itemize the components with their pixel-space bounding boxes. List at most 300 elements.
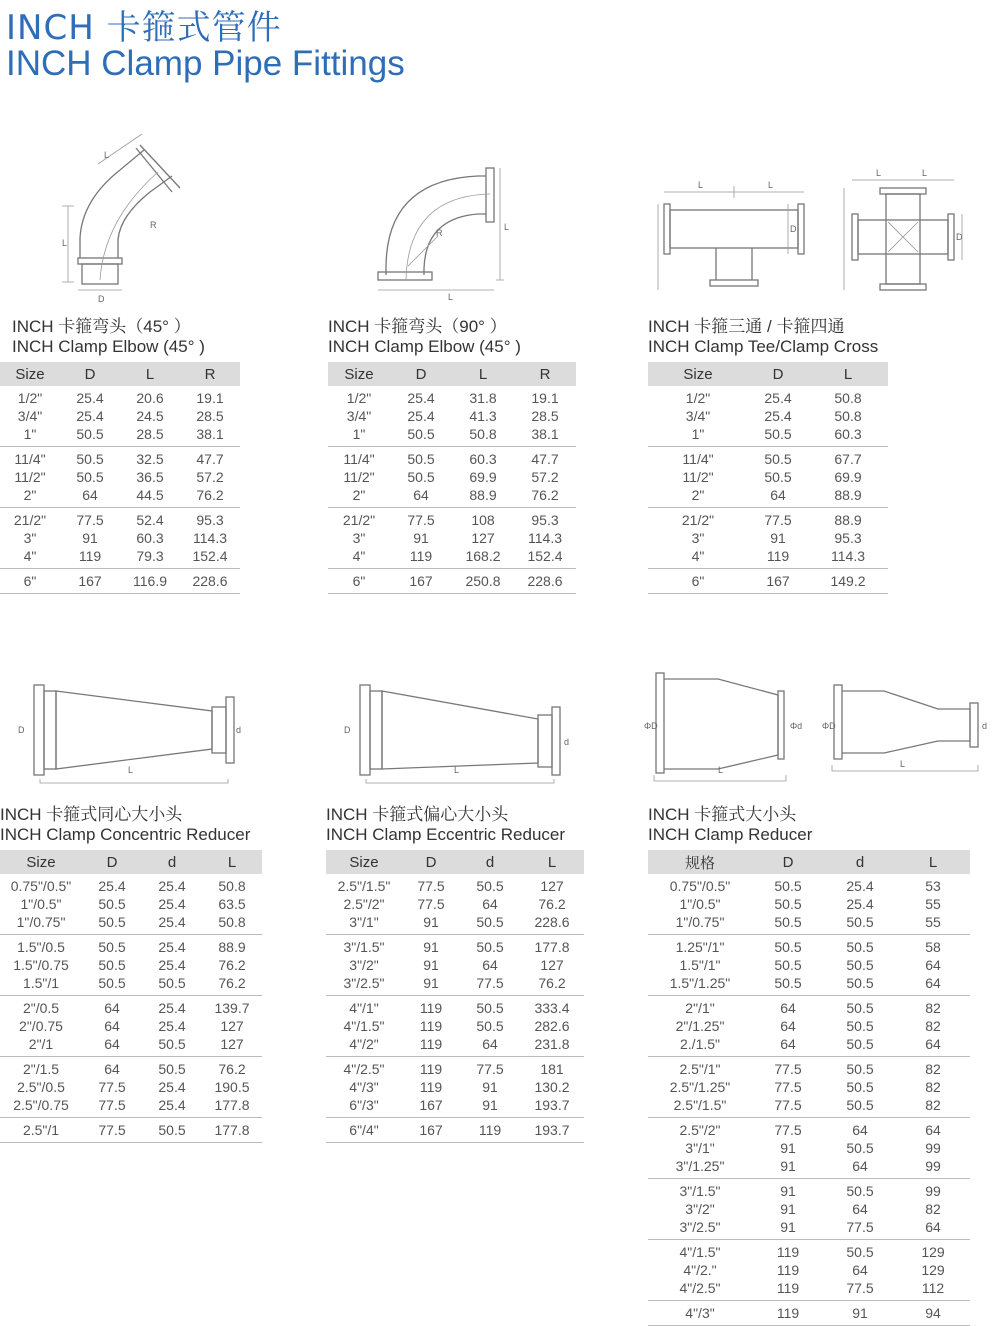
table-cell: 127 <box>540 957 564 973</box>
table-cell: 152.4 <box>192 548 228 564</box>
table-row <box>328 425 576 447</box>
table-cell: 114.3 <box>193 530 227 546</box>
dim-label-L2: L <box>104 150 110 160</box>
row-group <box>648 1240 970 1301</box>
section-clamp-reducer <box>644 655 998 1326</box>
table-row <box>326 1057 584 1079</box>
table-cell: 11/4" <box>14 451 46 467</box>
table-cell: 2.5"/1.5" <box>673 1097 727 1113</box>
row-group <box>326 935 584 996</box>
table-cell: 1"/0.5" <box>20 896 62 912</box>
table-cell: 55 <box>925 896 941 912</box>
table-cell: 44.5 <box>136 487 164 503</box>
table-cell: 50.5 <box>774 896 802 912</box>
table-cell: 3/4" <box>346 408 372 424</box>
table-cell: 91 <box>780 1219 796 1235</box>
column-header: Size <box>328 362 390 386</box>
table-row <box>648 407 888 425</box>
table-cell: 64 <box>852 1158 868 1174</box>
table-cell: 77.5 <box>846 1219 874 1235</box>
table-cell: 25.4 <box>76 408 104 424</box>
table-cell: 64 <box>852 1201 868 1217</box>
table-row <box>0 874 262 895</box>
table-cell: 139.7 <box>214 1000 250 1016</box>
dim-label-d: d <box>564 737 570 747</box>
row-group <box>648 1057 970 1118</box>
column-header: d <box>142 850 202 874</box>
table-row <box>326 895 584 913</box>
table-cell: 4"/2.5" <box>679 1280 721 1296</box>
dim-label-D: D <box>344 725 351 735</box>
table-cell: 50.5 <box>98 957 126 973</box>
dim-label-L: L <box>718 765 724 775</box>
column-header: D <box>390 362 452 386</box>
table-row <box>328 386 576 407</box>
table-cell: 119 <box>419 1000 443 1016</box>
eccentric-reducer-table-wrap <box>326 850 606 1143</box>
table-cell: 55 <box>925 914 941 930</box>
table-cell: 4"/2." <box>683 1262 717 1278</box>
table-row <box>326 996 584 1018</box>
table-cell: 79.3 <box>136 548 164 564</box>
table-row <box>0 486 240 508</box>
table-cell: 1/2" <box>17 390 43 406</box>
dim-label-L2: L <box>448 292 454 302</box>
table-cell: 119 <box>419 1036 443 1052</box>
table-row <box>0 895 262 913</box>
table-cell: 50.8 <box>834 408 862 424</box>
table-cell: 25.4 <box>407 390 435 406</box>
table-cell: 25.4 <box>764 408 792 424</box>
caption-en: INCH Clamp Reducer <box>648 825 813 844</box>
table-cell: 149.2 <box>830 573 866 589</box>
eccentric-reducer-diagram <box>326 655 606 805</box>
table-row <box>0 1078 262 1096</box>
table-cell: 119 <box>478 1122 502 1138</box>
table-row <box>0 935 262 957</box>
table-cell: 177.8 <box>534 939 570 955</box>
row-group <box>648 996 970 1057</box>
table-cell: 64 <box>852 1262 868 1278</box>
table-cell: 167 <box>78 573 102 589</box>
caption-cn: INCH 卡箍式同心大小头 <box>0 805 183 824</box>
row-group <box>648 1118 970 1179</box>
table-row <box>328 569 576 594</box>
table-cell: 88.9 <box>834 512 862 528</box>
column-header: D <box>82 850 142 874</box>
table-cell: 24.5 <box>136 408 164 424</box>
table-cell: 32.5 <box>136 451 164 467</box>
caption-cn: INCH 卡箍三通 / 卡箍四通 <box>648 317 845 336</box>
table-cell: 25.4 <box>846 896 874 912</box>
elbow-90-diagram <box>328 140 568 315</box>
table-cell: 119 <box>776 1262 800 1278</box>
table-cell: 2.5"/1 <box>22 1122 60 1138</box>
column-header: L <box>452 362 514 386</box>
table-row <box>648 913 970 935</box>
row-group <box>648 447 888 508</box>
table-cell: 108 <box>471 512 495 528</box>
column-header: L <box>120 362 180 386</box>
table-cell: 127 <box>471 530 495 546</box>
table-row <box>326 974 584 996</box>
row-group <box>0 508 240 569</box>
table-cell: 50.5 <box>158 1036 186 1052</box>
table-cell: 20.6 <box>136 390 164 406</box>
table-cell: 181 <box>540 1061 564 1077</box>
table-cell: 76.2 <box>196 487 224 503</box>
row-group <box>328 569 576 594</box>
table-cell: 50.5 <box>846 1244 874 1260</box>
table-cell: 2.5"/1" <box>679 1061 721 1077</box>
table-cell: 3" <box>23 530 37 546</box>
table-row <box>0 508 240 530</box>
table-cell: 50.5 <box>846 1000 874 1016</box>
table-row <box>648 935 970 957</box>
row-group <box>0 447 240 508</box>
table-cell: 77.5 <box>417 896 445 912</box>
table-cell: 50.5 <box>76 469 104 485</box>
table-cell: 50.5 <box>76 451 104 467</box>
table-cell: 91 <box>780 1158 796 1174</box>
table-cell: 1"/0.75" <box>16 914 66 930</box>
table-cell: 50.5 <box>774 878 802 894</box>
table-cell: 119 <box>766 548 790 564</box>
table-cell: 64 <box>82 487 98 503</box>
elbow-45-diagram <box>12 140 252 315</box>
table-row <box>0 547 240 569</box>
table-cell: 1"/0.75" <box>675 914 725 930</box>
table-cell: 2.5"/1.25" <box>669 1079 731 1095</box>
table-cell: 119 <box>409 548 433 564</box>
row-group <box>648 874 970 935</box>
table-cell: 64 <box>104 1018 120 1034</box>
spec-table <box>648 362 888 594</box>
table-cell: 11/4" <box>343 451 375 467</box>
title-en: INCH Clamp Pipe Fittings <box>6 44 405 83</box>
row-group <box>328 447 576 508</box>
table-row <box>328 407 576 425</box>
table-cell: 25.4 <box>158 914 186 930</box>
table-cell: 119 <box>419 1079 443 1095</box>
table-cell: 6" <box>691 573 705 589</box>
table-cell: 76.2 <box>538 896 566 912</box>
section-tee-cross <box>648 140 978 594</box>
table-cell: 4"/2.5" <box>343 1061 385 1077</box>
table-cell: 1" <box>23 426 37 442</box>
caption-en: INCH Clamp Concentric Reducer <box>0 825 251 844</box>
table-cell: 50.5 <box>98 896 126 912</box>
table-row <box>648 386 888 407</box>
table-cell: 50.5 <box>476 914 504 930</box>
dim-label-L: L <box>62 238 68 248</box>
section-eccentric-reducer <box>326 655 606 1143</box>
table-cell: 28.5 <box>196 408 224 424</box>
table-cell: 91 <box>423 975 439 991</box>
table-cell: 3/4" <box>17 408 43 424</box>
table-cell: 50.5 <box>476 878 504 894</box>
table-cell: 25.4 <box>158 957 186 973</box>
table-row <box>0 1017 262 1035</box>
table-row <box>328 508 576 530</box>
table-cell: 60.3 <box>834 426 862 442</box>
spec-table <box>0 362 240 594</box>
table-cell: 76.2 <box>531 487 559 503</box>
table-cell: 50.5 <box>158 1061 186 1077</box>
tee-dim-L1: L <box>698 180 704 190</box>
concentric-reducer-table-wrap <box>0 850 280 1143</box>
table-cell: 94 <box>925 1305 941 1321</box>
caption-en: INCH Clamp Tee/Clamp Cross <box>648 337 879 356</box>
table-cell: 127 <box>220 1018 244 1034</box>
column-header: Size <box>326 850 402 874</box>
row-group <box>326 996 584 1057</box>
table-cell: 2.5"/2" <box>343 896 385 912</box>
column-header: Size <box>0 362 60 386</box>
row-group <box>0 569 240 594</box>
table-cell: 91 <box>780 1183 796 1199</box>
elbow-45-table-wrap <box>0 362 252 594</box>
table-cell: 0.75"/0.5" <box>669 878 731 894</box>
table-row <box>328 547 576 569</box>
table-cell: 64 <box>780 1036 796 1052</box>
table-cell: 2"/1.25" <box>675 1018 725 1034</box>
table-row <box>326 874 584 895</box>
table-cell: 77.5 <box>417 878 445 894</box>
table-cell: 4" <box>23 548 37 564</box>
table-cell: 2.5"/0.75 <box>13 1097 69 1113</box>
table-cell: 64 <box>925 1122 941 1138</box>
table-cell: 25.4 <box>158 896 186 912</box>
table-cell: 50.5 <box>846 957 874 973</box>
table-cell: 82 <box>925 1061 941 1077</box>
table-row <box>648 508 888 530</box>
table-row <box>648 1096 970 1118</box>
dim-label-R: R <box>150 220 157 230</box>
table-row <box>0 447 240 469</box>
table-cell: 1.5"/0.5 <box>17 939 65 955</box>
table-row <box>648 1139 970 1157</box>
table-cell: 91 <box>82 530 98 546</box>
table-row <box>326 1096 584 1118</box>
table-row <box>326 913 584 935</box>
row-group <box>328 508 576 569</box>
caption-cn: INCH 卡箍式大小头 <box>648 805 797 824</box>
table-row <box>648 1118 970 1140</box>
row-group <box>326 1057 584 1118</box>
table-cell: 91 <box>780 1201 796 1217</box>
table-cell: 95.3 <box>196 512 224 528</box>
table-cell: 3"/1.5" <box>679 1183 721 1199</box>
table-cell: 50.5 <box>764 426 792 442</box>
table-cell: 25.4 <box>158 1079 186 1095</box>
table-row <box>328 447 576 469</box>
table-cell: 76.2 <box>538 975 566 991</box>
table-cell: 190.5 <box>214 1079 250 1095</box>
table-cell: 19.1 <box>531 390 559 406</box>
table-cell: 2"/1.5 <box>22 1061 60 1077</box>
clamp-reducer-diagram <box>644 655 998 805</box>
dim-label-L: L <box>128 765 134 775</box>
table-cell: 1"/0.5" <box>679 896 721 912</box>
table-cell: 77.5 <box>407 512 435 528</box>
column-header: d <box>460 850 520 874</box>
row-group <box>648 386 888 447</box>
table-cell: 4"/3" <box>349 1079 379 1095</box>
table-cell: 52.4 <box>136 512 164 528</box>
table-cell: 168.2 <box>465 548 501 564</box>
table-cell: 1.25"/1" <box>675 939 725 955</box>
row-group <box>648 569 888 594</box>
table-cell: 2"/0.5 <box>22 1000 60 1016</box>
table-cell: 82 <box>925 1079 941 1095</box>
table-cell: 77.5 <box>764 512 792 528</box>
row-group <box>0 996 262 1057</box>
table-cell: 1.5"/1 <box>22 975 60 991</box>
table-cell: 21/2" <box>681 512 715 528</box>
table-cell: 119 <box>776 1280 800 1296</box>
table-cell: 130.2 <box>534 1079 570 1095</box>
table-cell: 4" <box>691 548 705 564</box>
table-cell: 0.75"/0.5" <box>10 878 72 894</box>
row-group <box>648 1301 970 1326</box>
table-row <box>648 1157 970 1179</box>
table-cell: 250.8 <box>465 573 501 589</box>
table-cell: 25.4 <box>158 939 186 955</box>
table-row <box>0 913 262 935</box>
table-cell: 2.5"/1.5" <box>337 878 391 894</box>
table-cell: 77.5 <box>774 1097 802 1113</box>
table-cell: 25.4 <box>158 1097 186 1113</box>
row-group <box>0 935 262 996</box>
table-row <box>648 1057 970 1079</box>
table-cell: 64 <box>925 975 941 991</box>
table-row <box>0 425 240 447</box>
table-cell: 4"/2" <box>349 1036 379 1052</box>
row-group <box>648 935 970 996</box>
column-header: Size <box>0 850 82 874</box>
table-cell: 50.5 <box>846 914 874 930</box>
table-cell: 3"/1.25" <box>675 1158 725 1174</box>
table-cell: 3"/2" <box>685 1201 715 1217</box>
table-cell: 50.5 <box>764 469 792 485</box>
table-cell: 41.3 <box>469 408 497 424</box>
column-header: L <box>202 850 262 874</box>
table-row <box>648 1279 970 1301</box>
table-cell: 91 <box>482 1097 498 1113</box>
table-cell: 50.5 <box>846 1079 874 1095</box>
table-row <box>328 486 576 508</box>
table-cell: 64 <box>852 1122 868 1138</box>
table-cell: 50.5 <box>764 451 792 467</box>
table-cell: 1.5"/1" <box>679 957 721 973</box>
column-header: d <box>824 850 896 874</box>
row-group <box>326 1118 584 1143</box>
table-cell: 64 <box>780 1000 796 1016</box>
table-cell: 114.3 <box>831 548 865 564</box>
table-cell: 58 <box>925 939 941 955</box>
table-row <box>0 974 262 996</box>
section-concentric-reducer <box>0 655 280 1143</box>
table-cell: 129 <box>921 1244 945 1260</box>
table-cell: 333.4 <box>534 1000 570 1016</box>
table-cell: 91 <box>423 914 439 930</box>
table-cell: 50.5 <box>98 914 126 930</box>
table-cell: 64 <box>925 957 941 973</box>
caption-en: INCH Clamp Eccentric Reducer <box>326 825 566 844</box>
table-row <box>648 529 888 547</box>
table-row <box>648 1218 970 1240</box>
table-cell: 50.5 <box>846 1018 874 1034</box>
table-cell: 127 <box>540 878 564 894</box>
table-cell: 63.5 <box>218 896 246 912</box>
table-cell: 77.5 <box>98 1122 126 1138</box>
column-header: D <box>402 850 460 874</box>
table-cell: 64 <box>925 1219 941 1235</box>
table-cell: 57.2 <box>531 469 559 485</box>
table-cell: 64 <box>482 1036 498 1052</box>
row-group <box>0 1118 262 1143</box>
table-cell: 119 <box>776 1244 800 1260</box>
column-header: 规格 <box>648 850 752 874</box>
table-row <box>0 569 240 594</box>
table-cell: 3"/1" <box>349 914 379 930</box>
table-cell: 88.9 <box>218 939 246 955</box>
row-group <box>0 874 262 935</box>
table-cell: 38.1 <box>196 426 224 442</box>
table-cell: 28.5 <box>531 408 559 424</box>
table-cell: 50.8 <box>218 878 246 894</box>
table-cell: 25.4 <box>98 878 126 894</box>
cross-dim-D: D <box>956 232 963 242</box>
dim-label-d: d <box>236 725 242 735</box>
dim-label-phid: Φd <box>790 721 803 731</box>
table-cell: 50.5 <box>407 426 435 442</box>
column-header: D <box>752 850 824 874</box>
table-cell: 2"/0.75 <box>19 1018 63 1034</box>
table-cell: 50.5 <box>846 1183 874 1199</box>
table-row <box>326 956 584 974</box>
table-cell: 127 <box>220 1036 244 1052</box>
table-cell: 77.5 <box>98 1079 126 1095</box>
table-cell: 1" <box>691 426 705 442</box>
table-row <box>326 1078 584 1096</box>
table-row <box>648 956 970 974</box>
table-row <box>648 569 888 594</box>
table-cell: 60.3 <box>136 530 164 546</box>
table-cell: 3"/1" <box>685 1140 715 1156</box>
table-cell: 91 <box>413 530 429 546</box>
tee-dim-L2: L <box>768 180 774 190</box>
table-cell: 64 <box>413 487 429 503</box>
table-cell: 47.7 <box>196 451 224 467</box>
table-cell: 77.5 <box>774 1122 802 1138</box>
table-cell: 36.5 <box>136 469 164 485</box>
tee-dim-D: D <box>790 224 797 234</box>
table-row <box>0 1057 262 1079</box>
column-header: L <box>808 362 888 386</box>
table-cell: 50.8 <box>834 390 862 406</box>
table-cell: 91 <box>482 1079 498 1095</box>
table-row <box>648 1261 970 1279</box>
table-cell: 50.5 <box>774 975 802 991</box>
clamp-reducer-table-wrap <box>648 850 998 1326</box>
table-cell: 95.3 <box>834 530 862 546</box>
table-cell: 64 <box>482 896 498 912</box>
table-cell: 6" <box>23 573 37 589</box>
table-cell: 2" <box>23 487 37 503</box>
table-cell: 76.2 <box>218 1061 246 1077</box>
